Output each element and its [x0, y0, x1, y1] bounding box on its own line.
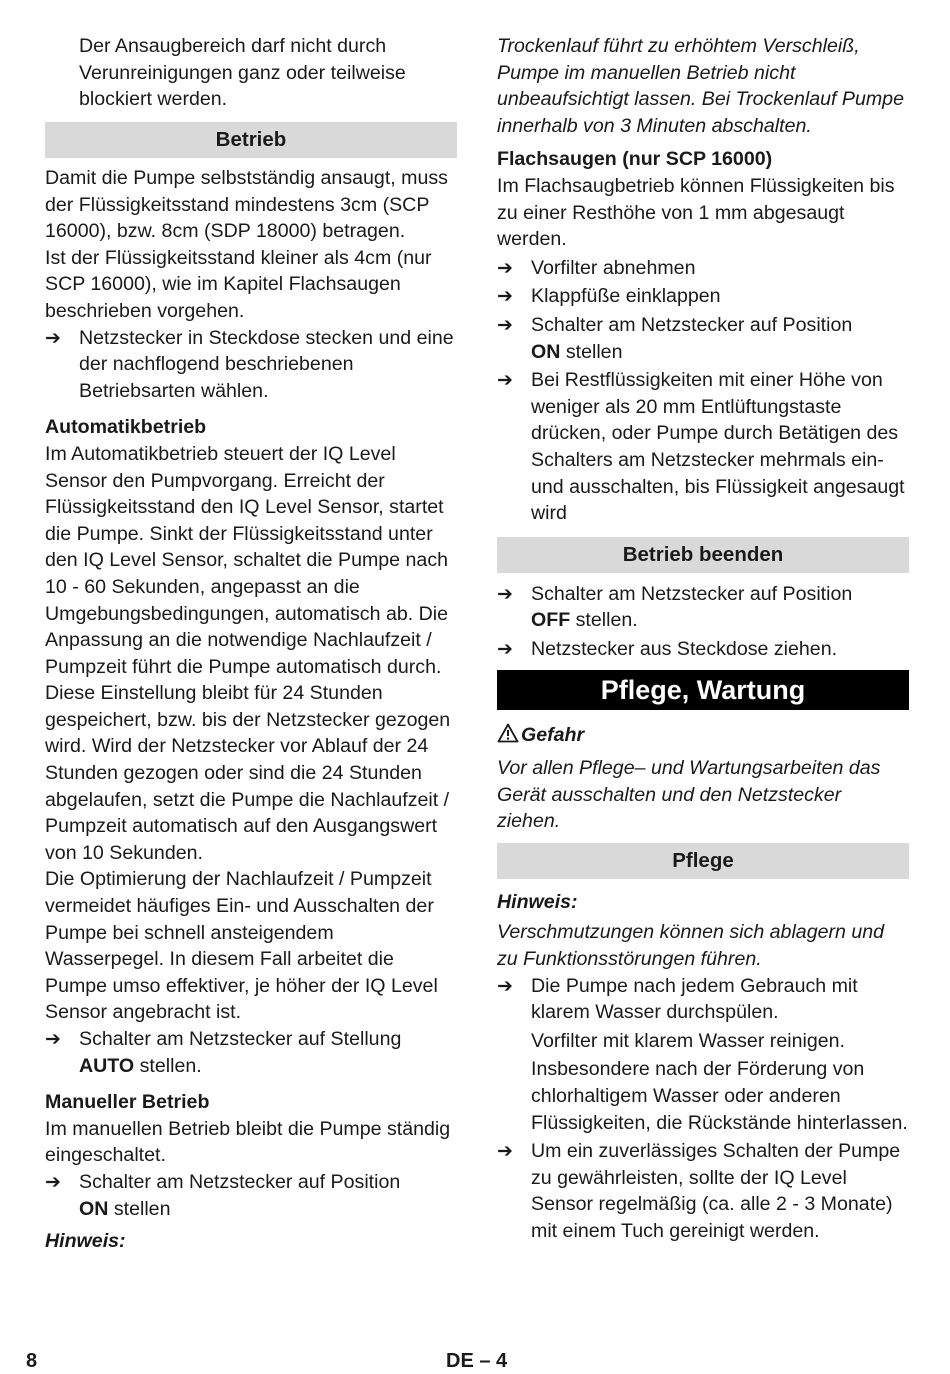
arrow-right-icon: ➔ — [45, 1170, 61, 1193]
arrow-right-icon: ➔ — [497, 285, 513, 308]
step-text: Bei Restflüssigkeiten mit einer Höhe von weniger als 20 mm Entlüftungstaste drücken, oder Pumpe durch Betätigen des Schalters am Netzstecker mehrmals ein- und ausschalten, bis Flüssigkeit angesaugt wird — [531, 369, 905, 525]
betrieb-step-1 — [45, 325, 457, 405]
arrow-right-icon: ➔ — [497, 256, 513, 279]
hinweis-label-left: Hinweis: — [45, 1230, 126, 1253]
betrieb-beenden-heading: Betrieb beenden — [497, 537, 909, 573]
right-column — [497, 33, 909, 1245]
trockenlauf-note: Trockenlauf führt zu erhöhtem Verschleiß, Pumpe im manuellen Betrieb nicht unbeaufsichtigt lassen. Bei Trockenlauf Pumpe innerhalb von 3 Minuten abschalten. — [497, 35, 904, 137]
step-text: Schalter am Netzstecker auf Stellung — [79, 1028, 402, 1050]
page-number: 8 — [26, 1350, 38, 1372]
pflege-heading: Pflege — [497, 843, 909, 879]
intro-indent-text: Der Ansaugbereich darf nicht durch Verunreinigungen ganz oder teilweise blockiert werden. — [79, 35, 406, 111]
beenden-step-2 — [497, 636, 909, 663]
gefahr-text-label: Gefahr — [521, 724, 585, 747]
step-text: Schalter am Netzstecker auf Position — [531, 313, 853, 336]
flachsaugen-paragraph: Im Flachsaugbetrieb können Flüssigkeiten bis zu einer Resthöhe von 1 mm abgesaugt werden. — [497, 174, 895, 251]
step-text: Vorfilter abnehmen — [531, 256, 696, 279]
step-text: Netzstecker aus Steckdose ziehen. — [531, 637, 838, 660]
pflege-wartung-heading: Pflege, Wartung — [497, 670, 909, 710]
betrieb-paragraph-1: Damit die Pumpe selbstständig ansaugt, muss der Flüssigkeitsstand mindestens 3cm (SCP 16000), bzw. 8cm (SDP 18000) betragen. — [45, 167, 448, 243]
step-text: Die Pumpe nach jedem Gebrauch mit klarem Wasser durchspülen. — [531, 974, 858, 1024]
automatikbetrieb-heading: Automatikbetrieb — [45, 416, 207, 439]
pflege-step-2 — [497, 1138, 909, 1244]
betrieb-paragraph-2: Ist der Flüssigkeitsstand kleiner als 4cm (nur SCP 16000), wie im Kapitel Flachsaugen beschrieben vorgehen. — [45, 246, 432, 322]
manueller-betrieb-heading: Manueller Betrieb — [45, 1091, 210, 1114]
arrow-right-icon: ➔ — [45, 326, 61, 349]
step-text: Netzstecker in Steckdose stecken und eine der nachflogend beschriebenen Betriebsarten wählen. — [79, 326, 454, 402]
pflege-step-1 — [497, 973, 909, 1026]
step-text: Klappfüße einklappen — [531, 285, 721, 308]
step-text-end: stellen. — [134, 1054, 202, 1077]
flachsaugen-step-1 — [497, 255, 909, 282]
on-keyword: ON — [531, 340, 561, 363]
hinweis-label-right: Hinweis: — [497, 890, 578, 913]
left-column — [45, 33, 457, 1255]
arrow-right-icon: ➔ — [497, 582, 513, 605]
betrieb-heading: Betrieb — [45, 122, 457, 158]
arrow-right-icon: ➔ — [45, 1028, 61, 1050]
step-text: Schalter am Netzstecker auf Position — [531, 582, 853, 605]
flachsaugen-step-4 — [497, 367, 909, 527]
step-text: Um ein zuverlässiges Schalten der Pumpe zu gewährleisten, sollte der IQ Level Sensor regelmäßig (ca. alle 2 - 3 Monate) mit einem Tuch gereinigt werden. — [531, 1140, 901, 1242]
automatikbetrieb-step — [45, 1026, 457, 1079]
arrow-right-icon: ➔ — [497, 369, 513, 392]
step-text-end: stellen — [560, 340, 623, 363]
arrow-right-icon: ➔ — [497, 1140, 513, 1163]
gefahr-label — [497, 722, 909, 751]
automatikbetrieb-paragraph-2: Die Optimierung der Nachlaufzeit / Pumpzeit vermeidet häufiges Ein- und Ausschalten der Pumpe bei schnell ansteigendem Wasserpegel. In diesem Fall arbeitet die Pumpe umso effektiver, je höher der IQ Level Sensor angebracht ist. — [45, 868, 438, 1024]
manueller-betrieb-paragraph: Im manuellen Betrieb bleibt die Pumpe ständig eingeschaltet. — [45, 1117, 451, 1167]
step-text-end: stellen. — [570, 609, 638, 632]
manueller-betrieb-step — [45, 1169, 457, 1222]
pflege-step-1-continuation-2: Insbesondere nach der Förderung von chlorhaltigem Wasser oder anderen Flüssigkeiten, die Rückstände hinterlassen. — [531, 1058, 908, 1134]
automatikbetrieb-paragraph-1: Im Automatikbetrieb steuert der IQ Level Sensor den Pumpvorgang. Erreicht der Flüssigkeitsstand den IQ Level Sensor, startet die Pumpe. Sinkt der Flüssigkeitsstand unter den IQ Level Sensor, schaltet die Pumpe nach 10 - 60 Sekunden, angepasst an die Umgebungsbedingungen, automatisch ab. Die Anpassung an die notwendige Nachlaufzeit / Pumpzeit führt die Pumpe automatisch durch. Diese Einstellung bleibt für 24 Stunden gespeichert, bzw. bis der Netzstecker gezogen wird. Wird der Netzstecker vor Ablauf der 24 Stunden gezogen oder sind die 24 Stunden abgelaufen, setzt die Pumpe die Nachlaufzeit / Pumpzeit automatisch auf den Ausgangswert von 10 Sekunden. — [45, 442, 451, 864]
page-label: DE – 4 — [446, 1350, 508, 1372]
gefahr-text: Vor allen Pflege– und Wartungsarbeiten das Gerät ausschalten und den Netzstecker ziehen. — [497, 757, 881, 833]
pflege-step-1-continuation-1: Vorfilter mit klarem Wasser reinigen. — [531, 1029, 845, 1052]
flachsaugen-step-3 — [497, 312, 909, 365]
off-keyword: OFF — [531, 609, 571, 632]
arrow-right-icon: ➔ — [497, 313, 513, 336]
flachsaugen-step-2 — [497, 283, 909, 310]
on-keyword: ON — [79, 1197, 109, 1220]
auto-keyword: AUTO — [79, 1054, 135, 1077]
warning-triangle-icon — [497, 723, 521, 751]
beenden-step-1 — [497, 581, 909, 634]
hinweis-text: Verschmutzungen können sich ablagern und zu Funktionsstörungen führen. — [497, 921, 885, 971]
step-text-end: stellen — [108, 1197, 171, 1220]
step-text: Schalter am Netzstecker auf Position — [79, 1170, 401, 1193]
arrow-right-icon: ➔ — [497, 974, 513, 997]
arrow-right-icon: ➔ — [497, 637, 513, 660]
flachsaugen-heading: Flachsaugen (nur SCP 16000) — [497, 148, 773, 171]
